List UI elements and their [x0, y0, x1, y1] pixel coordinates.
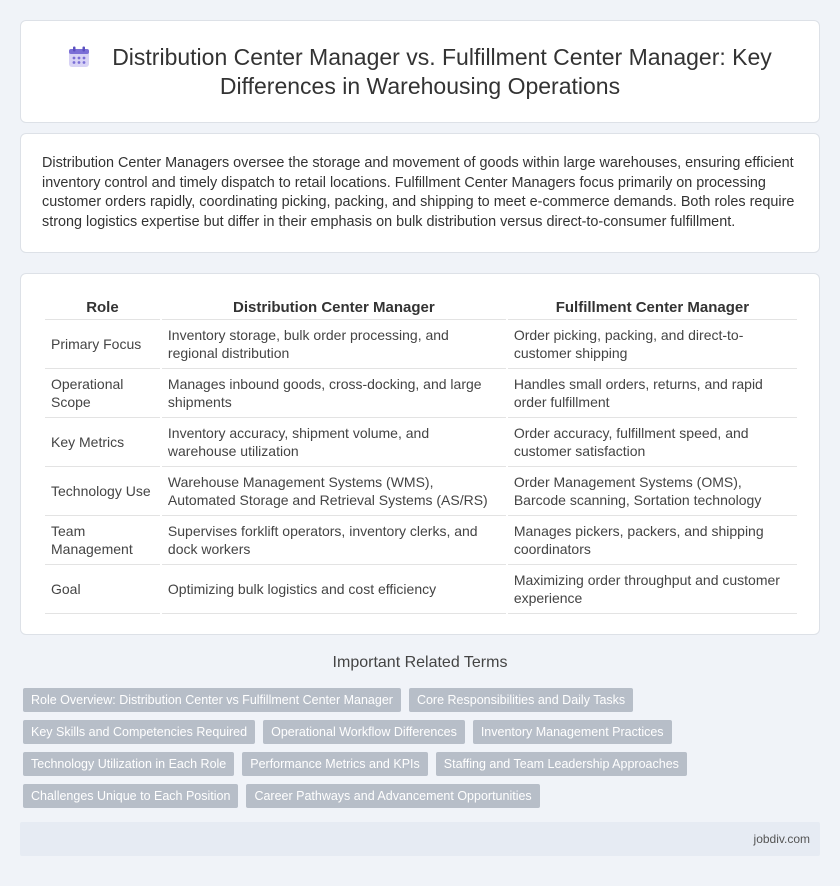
row-label: Goal [45, 565, 160, 614]
table-row [45, 516, 797, 565]
fulfillment-cell: Manages pickers, packers, and shipping coordinators [508, 516, 797, 565]
fulfillment-cell: Order accuracy, fulfillment speed, and customer satisfaction [508, 418, 797, 467]
comparison-table [43, 296, 799, 614]
table-row [45, 467, 797, 516]
tag-row [23, 720, 723, 744]
row-label: Operational Scope [45, 369, 160, 418]
row-label: Team Management [45, 516, 160, 565]
fulfillment-cell: Handles small orders, returns, and rapid order fulfillment [508, 369, 797, 418]
fulfillment-cell: Maximizing order throughput and customer experience [508, 565, 797, 614]
related-term-tag[interactable]: Core Responsibilities and Daily Tasks [409, 688, 633, 712]
distribution-cell: Inventory storage, bulk order processing, and regional distribution [162, 320, 506, 369]
distribution-cell: Supervises forklift operators, inventory clerks, and dock workers [162, 516, 506, 565]
related-term-tag[interactable]: Performance Metrics and KPIs [242, 752, 428, 776]
related-term-tag[interactable]: Challenges Unique to Each Position [23, 784, 238, 808]
distribution-cell: Inventory accuracy, shipment volume, and warehouse utilization [162, 418, 506, 467]
related-terms-heading: Important Related Terms [332, 654, 508, 671]
table-row [45, 320, 797, 369]
page-title-text: Distribution Center Manager vs. Fulfillment Center Manager: Key Differences in Warehousing Operations [112, 44, 772, 99]
related-term-tag[interactable]: Staffing and Team Leadership Approaches [436, 752, 687, 776]
page-title [21, 43, 819, 101]
table-row [45, 418, 797, 467]
intro-paragraph: Distribution Center Managers oversee the storage and movement of goods within large warehouses, ensuring efficient inventory control and timely dispatch to retail locations. Fulfillment Center Managers focus primarily on processing customer orders rapidly, coordinating picking, packing, and shipping to meet e-commerce demands. Both roles require strong logistics expertise but differ in their emphasis on bulk distribution versus direct-to-consumer fulfillment. [42, 155, 795, 230]
row-label: Primary Focus [45, 320, 160, 369]
distribution-cell: Warehouse Management Systems (WMS), Automated Storage and Retrieval Systems (AS/RS) [162, 467, 506, 516]
row-label: Key Metrics [45, 418, 160, 467]
tag-row [23, 688, 723, 712]
table-header-row [45, 296, 797, 320]
fulfillment-cell: Order Management Systems (OMS), Barcode scanning, Sortation technology [508, 467, 797, 516]
distribution-cell: Optimizing bulk logistics and cost efficiency [162, 565, 506, 614]
footer-site-link[interactable]: jobdiv.com [753, 832, 810, 846]
table-row [45, 565, 797, 614]
header-distribution: Distribution Center Manager [162, 296, 506, 320]
related-term-tag[interactable]: Operational Workflow Differences [263, 720, 465, 744]
title-card [20, 20, 820, 123]
comparison-card [20, 273, 820, 635]
fulfillment-cell: Order picking, packing, and direct-to-customer shipping [508, 320, 797, 369]
distribution-cell: Manages inbound goods, cross-docking, and large shipments [162, 369, 506, 418]
table-row [45, 369, 797, 418]
calendar-icon [68, 46, 90, 68]
tag-row [23, 784, 723, 808]
tag-row [23, 752, 723, 776]
row-label: Technology Use [45, 467, 160, 516]
header-role: Role [45, 296, 160, 320]
related-term-tag[interactable]: Career Pathways and Advancement Opportunities [246, 784, 539, 808]
footer [20, 822, 820, 856]
intro-card [20, 133, 820, 253]
related-term-tag[interactable]: Inventory Management Practices [473, 720, 672, 744]
related-terms-list [23, 688, 723, 816]
related-term-tag[interactable]: Key Skills and Competencies Required [23, 720, 255, 744]
related-term-tag[interactable]: Role Overview: Distribution Center vs Fulfillment Center Manager [23, 688, 401, 712]
header-fulfillment: Fulfillment Center Manager [508, 296, 797, 320]
related-term-tag[interactable]: Technology Utilization in Each Role [23, 752, 234, 776]
